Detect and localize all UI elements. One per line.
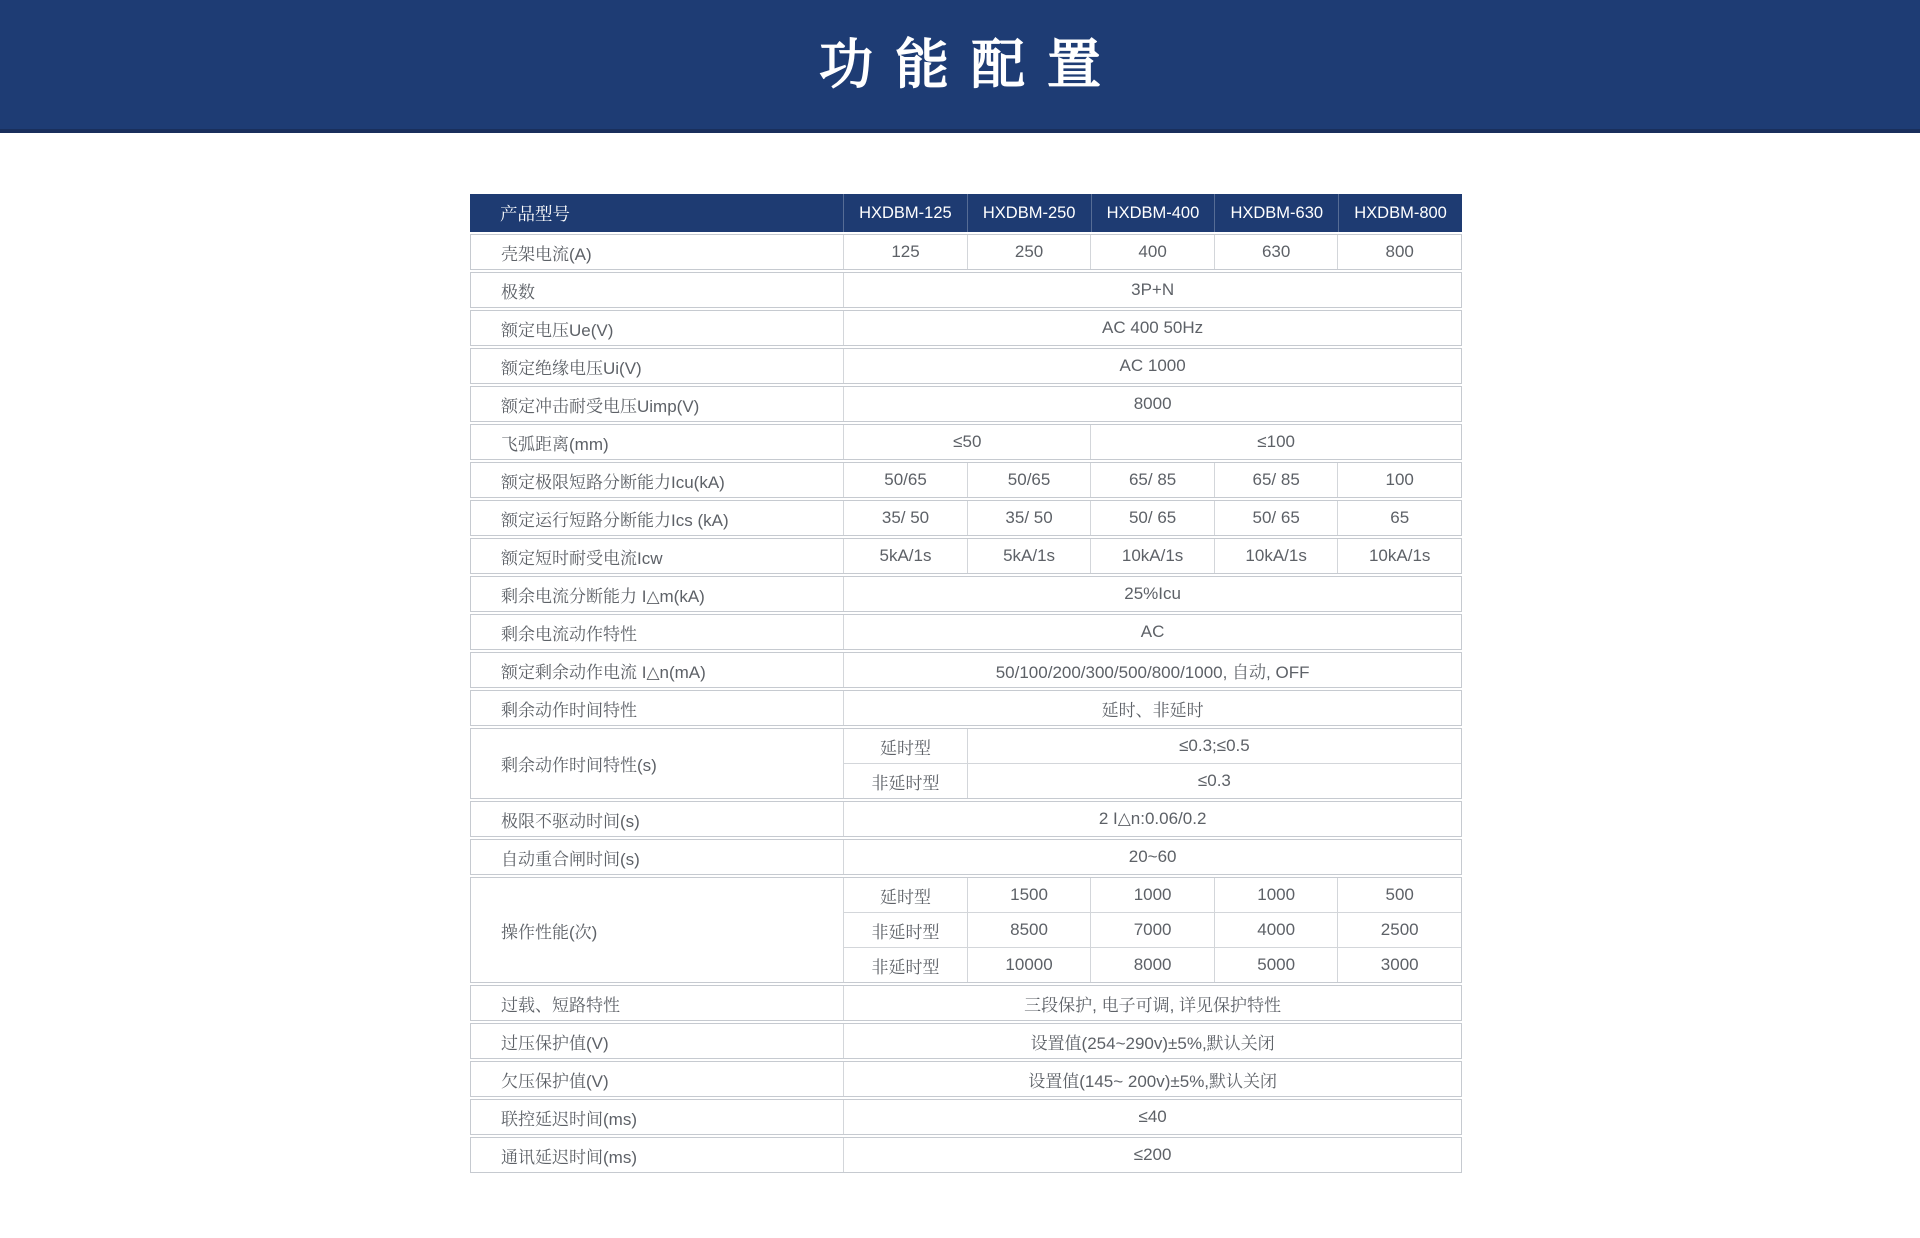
row-value-span: ≤50 xyxy=(843,425,1090,459)
sub-row-value: 1500 xyxy=(967,878,1091,912)
row-label: 极限不驱动时间(s) xyxy=(501,811,640,831)
spec-row xyxy=(470,728,1462,799)
row-value: 5kA/1s xyxy=(843,539,967,573)
page-title: 功能配置 xyxy=(819,34,1123,95)
spec-table xyxy=(470,194,1462,1173)
row-value: 5kA/1s xyxy=(967,539,1091,573)
header-col-1: HXDBM-125 xyxy=(843,194,967,232)
sub-row-value: 3000 xyxy=(1337,948,1461,982)
spec-row xyxy=(470,690,1462,726)
spec-row xyxy=(470,985,1462,1021)
spec-row xyxy=(470,801,1462,837)
spec-row xyxy=(470,1023,1462,1059)
row-value-merged: 25%Icu xyxy=(843,577,1461,611)
sub-row-value: 1000 xyxy=(1214,878,1338,912)
row-label: 额定绝缘电压Ui(V) xyxy=(501,358,642,378)
spec-row xyxy=(470,1099,1462,1135)
row-value-merged: AC xyxy=(843,615,1461,649)
row-value: 50/65 xyxy=(843,463,967,497)
spec-row xyxy=(470,424,1462,460)
sub-row-label: 延时型 xyxy=(843,878,967,912)
row-value-merged: 20~60 xyxy=(843,840,1461,874)
row-value: 125 xyxy=(843,235,967,269)
sub-row-value: 5000 xyxy=(1214,948,1338,982)
sub-row-value: 8000 xyxy=(1090,948,1214,982)
row-value: 35/ 50 xyxy=(843,501,967,535)
row-label: 额定极限短路分断能力Icu(kA) xyxy=(501,472,725,492)
row-value-merged: 50/100/200/300/500/800/1000, 自动, OFF xyxy=(843,653,1461,687)
row-label: 通讯延迟时间(ms) xyxy=(501,1147,637,1167)
spec-row xyxy=(470,538,1462,574)
subrow-wrap xyxy=(843,878,1461,982)
sub-row-label: 非延时型 xyxy=(843,948,967,982)
row-label: 操作性能(次) xyxy=(501,922,598,942)
row-value: 65/ 85 xyxy=(1214,463,1338,497)
spec-row xyxy=(470,310,1462,346)
row-label: 额定冲击耐受电压Uimp(V) xyxy=(501,396,700,416)
row-value: 50/65 xyxy=(967,463,1091,497)
row-label: 联控延迟时间(ms) xyxy=(501,1109,637,1129)
sub-row xyxy=(843,763,1461,798)
sub-row-value: 10000 xyxy=(967,948,1091,982)
row-label: 壳架电流(A) xyxy=(501,244,592,264)
sub-row-value-merged: ≤0.3;≤0.5 xyxy=(967,729,1461,763)
spec-row xyxy=(470,348,1462,384)
row-label: 剩余动作时间特性 xyxy=(501,700,637,720)
spec-row xyxy=(470,386,1462,422)
row-label: 剩余电流分断能力 I△m(kA) xyxy=(501,586,705,606)
row-value-merged: ≤40 xyxy=(843,1100,1461,1134)
sub-row xyxy=(843,878,1461,912)
sub-row-value: 1000 xyxy=(1090,878,1214,912)
row-value: 35/ 50 xyxy=(967,501,1091,535)
row-value: 50/ 65 xyxy=(1090,501,1214,535)
sub-row-value: 500 xyxy=(1337,878,1461,912)
spec-row xyxy=(470,234,1462,270)
row-value: 250 xyxy=(967,235,1091,269)
row-label: 极数 xyxy=(501,282,535,302)
sub-row-label: 非延时型 xyxy=(843,764,967,798)
row-label: 额定短时耐受电流Icw xyxy=(501,548,663,568)
row-value: 800 xyxy=(1337,235,1461,269)
sub-row xyxy=(843,729,1461,763)
spec-row xyxy=(470,500,1462,536)
sub-row xyxy=(843,912,1461,947)
row-value-merged: AC 400 50Hz xyxy=(843,311,1461,345)
spec-row xyxy=(470,576,1462,612)
row-value-merged: 设置值(145~ 200v)±5%,默认关闭 xyxy=(843,1062,1461,1096)
row-value: 10kA/1s xyxy=(1090,539,1214,573)
row-label: 剩余动作时间特性(s) xyxy=(501,756,657,775)
row-value: 65 xyxy=(1337,501,1461,535)
row-label: 额定运行短路分断能力Ics (kA) xyxy=(501,510,729,530)
row-label: 自动重合闸时间(s) xyxy=(501,849,640,869)
row-label: 剩余电流动作特性 xyxy=(501,624,637,644)
header-col-5: HXDBM-800 xyxy=(1338,194,1462,232)
spec-row xyxy=(470,272,1462,308)
row-value-merged: 8000 xyxy=(843,387,1461,421)
row-value-merged: 三段保护, 电子可调, 详见保护特性 xyxy=(843,986,1461,1020)
subrow-wrap xyxy=(843,729,1461,798)
row-value-merged: AC 1000 xyxy=(843,349,1461,383)
page-banner xyxy=(0,0,1920,133)
header-label: 产品型号 xyxy=(500,203,570,224)
sub-row-value: 4000 xyxy=(1214,913,1338,947)
row-value: 50/ 65 xyxy=(1214,501,1338,535)
row-label: 欠压保护值(V) xyxy=(501,1071,609,1091)
row-label: 额定剩余动作电流 I△n(mA) xyxy=(501,662,706,682)
row-value-merged: 延时、非延时 xyxy=(843,691,1461,725)
spec-row xyxy=(470,614,1462,650)
sub-row xyxy=(843,947,1461,982)
row-value-merged: ≤200 xyxy=(843,1138,1461,1172)
row-value: 10kA/1s xyxy=(1214,539,1338,573)
row-value-span: ≤100 xyxy=(1090,425,1461,459)
sub-row-value-merged: ≤0.3 xyxy=(967,764,1461,798)
spec-row xyxy=(470,839,1462,875)
row-value: 630 xyxy=(1214,235,1338,269)
sub-row-label: 非延时型 xyxy=(843,913,967,947)
header-col-2: HXDBM-250 xyxy=(967,194,1091,232)
spec-row xyxy=(470,462,1462,498)
spec-row xyxy=(470,877,1462,983)
spec-table-body xyxy=(470,234,1462,1173)
row-label: 过压保护值(V) xyxy=(501,1033,609,1053)
row-value: 65/ 85 xyxy=(1090,463,1214,497)
row-value-merged: 设置值(254~290v)±5%,默认关闭 xyxy=(843,1024,1461,1058)
row-value: 100 xyxy=(1337,463,1461,497)
row-label: 飞弧距离(mm) xyxy=(501,434,609,454)
sub-row-value: 7000 xyxy=(1090,913,1214,947)
spec-table-header xyxy=(470,194,1462,232)
row-value: 10kA/1s xyxy=(1337,539,1461,573)
spec-row xyxy=(470,652,1462,688)
row-value-merged: 3P+N xyxy=(843,273,1461,307)
row-label: 过载、短路特性 xyxy=(501,995,620,1015)
sub-row-value: 2500 xyxy=(1337,913,1461,947)
header-col-4: HXDBM-630 xyxy=(1214,194,1338,232)
header-col-3: HXDBM-400 xyxy=(1091,194,1215,232)
sub-row-value: 8500 xyxy=(967,913,1091,947)
spec-row xyxy=(470,1137,1462,1173)
row-value: 400 xyxy=(1090,235,1214,269)
spec-row xyxy=(470,1061,1462,1097)
row-value-merged: 2 I△n:0.06/0.2 xyxy=(843,802,1461,836)
sub-row-label: 延时型 xyxy=(843,729,967,763)
row-label: 额定电压Ue(V) xyxy=(501,320,614,340)
